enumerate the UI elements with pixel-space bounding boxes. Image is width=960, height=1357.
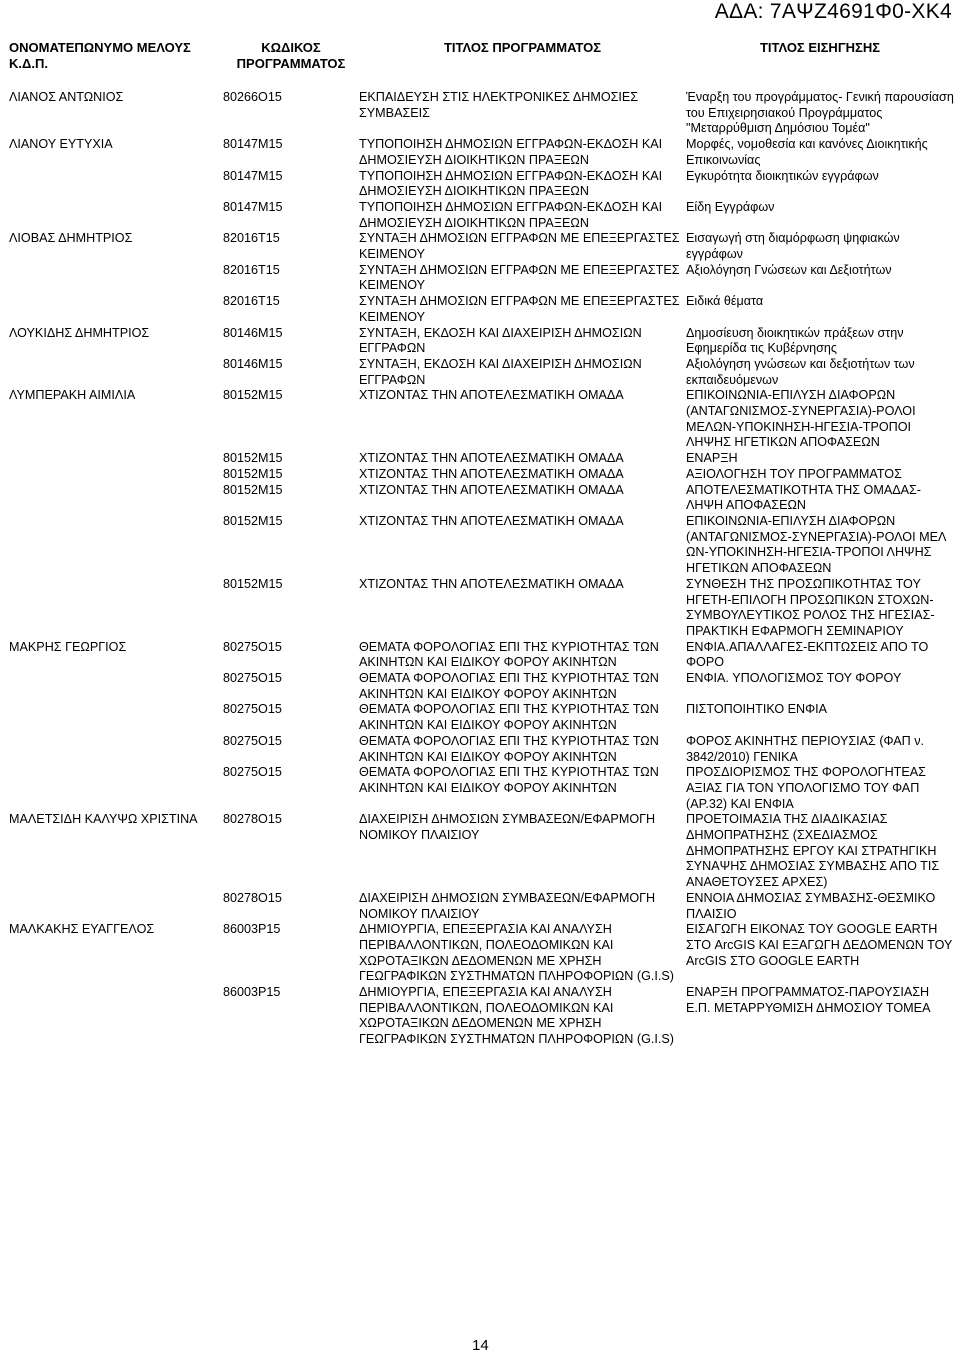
table-row: [9, 577, 954, 640]
lecture-title: ΠΙΣΤΟΠΟΙΗΤΙΚΟ ΕΝΦΙΑ: [686, 702, 828, 717]
program-title: ΕΚΠΑΙΔΕΥΣΗ ΣΤΙΣ ΗΛΕΚΤΡΟΝΙΚΕΣ ΔΗΜΟΣΙΕΣ ΣΥΜΒΑΣΕΙΣ: [359, 90, 639, 120]
header-name: ΟΝΟΜΑΤΕΠΩΝΥΜΟ ΜΕΛΟΥΣ Κ.Δ.Π.: [9, 40, 191, 71]
page-number: 14: [472, 1337, 489, 1354]
member-name: [9, 483, 223, 514]
lecture-title: Δημοσίευση διοικητικών πράξεων στην Εφημερίδα τις Κυβέρνησης: [686, 325, 904, 356]
program-title: ΧΤΙΖΟΝΤΑΣ ΤΗΝ ΑΠΟΤΕΛΕΣΜΑΤΙΚΗ ΟΜΑΔΑ: [359, 388, 624, 403]
member-name: ΜΑΛΕΤΣΙΔΗ ΚΑΛΥΨΩ ΧΡΙΣΤΙΝΑ: [9, 812, 198, 827]
program-code: 80152Μ15: [223, 451, 283, 466]
member-name: ΛΥΜΠΕΡΑΚΗ ΑΙΜΙΛΙΑ: [9, 388, 136, 403]
table-row: [9, 388, 954, 451]
program-code: 80152Μ15: [223, 576, 283, 591]
program-code: 80278Ο15: [223, 890, 282, 905]
lecture-title: ΦΟΡΟΣ ΑΚΙΝΗΤΗΣ ΠΕΡΙΟΥΣΙΑΣ (ΦΑΠ ν. 3842/2010) ΓΕΝΙΚΑ: [686, 733, 925, 764]
member-name: [9, 514, 223, 577]
header-program: ΤΙΤΛΟΣ ΠΡΟΓΡΑΜΜΑΤΟΣ: [443, 40, 602, 55]
table-row: [9, 451, 954, 467]
member-name: [9, 200, 223, 231]
table-row: [9, 812, 954, 891]
lecture-title: ΣΥΝΘΕΣΗ ΤΗΣ ΠΡΟΣΩΠΙΚΟΤΗΤΑΣ ΤΟΥ ΗΓΕΤΗ-ΕΠΙΛΟΓΗ ΠΡΟΣΩΠΙΚΩΝ ΣΤΟΧΩΝ-ΣΥΜΒΟΥΛΕΥΤΙΚΟΣ ΡΟΛΟΣ ΤΗΣ ΗΓΕΣΙΑΣ-ΠΡΑΚΤΙΚΗ ΕΦΑΡΜΟΓΗ ΣΕΜΙΝΑΡΙΟΥ: [686, 576, 935, 638]
program-title: ΘΕΜΑΤΑ ΦΟΡΟΛΟΓΙΑΣ ΕΠΙ ΤΗΣ ΚΥΡΙΟΤΗΤΑΣ ΤΩΝ ΑΚΙΝΗΤΩΝ ΚΑΙ ΕΙΔΙΚΟΥ ΦΟΡΟΥ ΑΚΙΝΗΤΩΝ: [359, 765, 659, 795]
program-title: ΔΙΑΧΕΙΡΙΣΗ ΔΗΜΟΣΙΩΝ ΣΥΜΒΑΣΕΩΝ/ΕΦΑΡΜΟΓΗ ΝΟΜΙΚΟΥ ΠΛΑΙΣΙΟΥ: [359, 890, 656, 921]
program-title: ΤΥΠΟΠΟΙΗΣΗ ΔΗΜΟΣΙΩΝ ΕΓΓΡΑΦΩΝ-ΕΚΔΟΣΗ ΚΑΙ ΔΗΜΟΣΙΕΥΣΗ ΔΙΟΙΚΗΤΙΚΩΝ ΠΡΑΞΕΩΝ: [359, 137, 663, 167]
program-title: ΤΥΠΟΠΟΙΗΣΗ ΔΗΜΟΣΙΩΝ ΕΓΓΡΑΦΩΝ-ΕΚΔΟΣΗ ΚΑΙ ΔΗΜΟΣΙΕΥΣΗ ΔΙΟΙΚΗΤΙΚΩΝ ΠΡΑΞΕΩΝ: [359, 199, 663, 230]
table-row: [9, 483, 954, 514]
member-name: [9, 765, 223, 812]
member-name: ΛΟΥΚΙΔΗΣ ΔΗΜΗΤΡΙΟΣ: [9, 325, 150, 340]
table-row: [9, 922, 954, 985]
member-name: [9, 985, 223, 1048]
table-row: [9, 640, 954, 671]
program-title: ΔΙΑΧΕΙΡΙΣΗ ΔΗΜΟΣΙΩΝ ΣΥΜΒΑΣΕΩΝ/ΕΦΑΡΜΟΓΗ ΝΟΜΙΚΟΥ ΠΛΑΙΣΙΟΥ: [359, 812, 656, 843]
lecture-title: ΠΡΟΣΔΙΟΡΙΣΜΟΣ ΤΗΣ ΦΟΡΟΛΟΓΗΤΕΑΣ ΑΞΙΑΣ ΓΙΑ ΤΟΝ ΥΠΟΛΟΓΙΣΜΟ ΤΟΥ ΦΑΠ (ΑΡ.32) ΚΑΙ ΕΝΦΙΑ: [686, 765, 926, 811]
program-code: 80152Μ15: [223, 388, 283, 403]
program-code: 80152Μ15: [223, 466, 283, 481]
program-code: 80147Μ15: [223, 137, 283, 152]
ada-stamp: ΑΔΑ: 7ΑΨΖ4691Φ0-ΧΚ4: [714, 0, 952, 23]
lecture-title: ΕΝΝΟΙΑ ΔΗΜΟΣΙΑΣ ΣΥΜΒΑΣΗΣ-ΘΕΣΜΙΚΟ ΠΛΑΙΣΙΟ: [686, 890, 936, 921]
table-row: [9, 200, 954, 231]
lecture-title: ΕΝΦΙΑ.ΑΠΑΛΛΑΓΕΣ-ΕΚΠΤΩΣΕΙΣ ΑΠΟ ΤΟ ΦΟΡΟ: [686, 639, 929, 670]
program-title: ΣΥΝΤΑΞΗ, ΕΚΔΟΣΗ ΚΑΙ ΔΙΑΧΕΙΡΙΣΗ ΔΗΜΟΣΙΩΝ ΕΓΓΡΑΦΩΝ: [359, 325, 642, 356]
table-row: [9, 294, 954, 325]
program-code: 82016Τ15: [223, 294, 280, 309]
lecture-title: Αξιολόγηση Γνώσεων και Δεξιοτήτων: [686, 262, 892, 277]
program-title: ΣΥΝΤΑΞΗ ΔΗΜΟΣΙΩΝ ΕΓΓΡΑΦΩΝ ΜΕ ΕΠΕΞΕΡΓΑΣΤΕΣ ΚΕΙΜΕΝΟΥ: [359, 294, 680, 324]
program-code: 80147Μ15: [223, 199, 283, 214]
table-row: [9, 467, 954, 483]
table-header-row: [9, 40, 954, 90]
lecture-title: Έναρξη του προγράμματος- Γενική παρουσίαση του Επιχειρησιακού Προγράμματος "Μεταρρύθμιση Δημόσιου Τομέα": [686, 90, 954, 136]
lecture-title: ΕΝΑΡΞΗ ΠΡΟΓΡΑΜΜΑΤΟΣ-ΠΑΡΟΥΣΙΑΣΗ Ε.Π. ΜΕΤΑΡΡΥΘΜΙΣΗ ΔΗΜΟΣΙΟΥ ΤΟΜΕΑ: [686, 985, 931, 1015]
member-name: [9, 451, 223, 467]
member-name: [9, 169, 223, 200]
table-body: [9, 90, 954, 1048]
lecture-title: Είδη Εγγράφων: [686, 199, 775, 214]
member-name: [9, 671, 223, 702]
table-row: [9, 702, 954, 733]
program-title: ΧΤΙΖΟΝΤΑΣ ΤΗΝ ΑΠΟΤΕΛΕΣΜΑΤΙΚΗ ΟΜΑΔΑ: [359, 482, 624, 497]
program-title: ΧΤΙΖΟΝΤΑΣ ΤΗΝ ΑΠΟΤΕΛΕΣΜΑΤΙΚΗ ΟΜΑΔΑ: [359, 513, 624, 528]
member-name: [9, 263, 223, 294]
program-code: 80275Ο15: [223, 702, 282, 717]
member-name: ΛΙΑΝΟΥ ΕΥΤΥΧΙΑ: [9, 137, 113, 152]
program-title: ΔΗΜΙΟΥΡΓΙΑ, ΕΠΕΞΕΡΓΑΣΙΑ ΚΑΙ ΑΝΑΛΥΣΗ ΠΕΡΙΒΑΛΛΟΝΤΙΚΩΝ, ΠΟΛΕΟΔΟΜΙΚΩΝ ΚΑΙ ΧΩΡΟΤΑΞΙΚΩΝ ΔΕΔΟΜΕΝΩΝ ΜΕ ΧΡΗΣΗ ΓΕΩΓΡΑΦΙΚΩΝ ΣΥΣΤΗΜΑΤΩΝ ΠΛΗΡΟΦΟΡΙΩΝ (G.I.S): [359, 922, 674, 984]
program-code: 86003Ρ15: [223, 985, 281, 1000]
lecture-title: Εγκυρότητα διοικητικών εγγράφων: [686, 168, 879, 183]
program-code: 80147Μ15: [223, 168, 283, 183]
program-title: ΤΥΠΟΠΟΙΗΣΗ ΔΗΜΟΣΙΩΝ ΕΓΓΡΑΦΩΝ-ΕΚΔΟΣΗ ΚΑΙ ΔΗΜΟΣΙΕΥΣΗ ΔΙΟΙΚΗΤΙΚΩΝ ΠΡΑΞΕΩΝ: [359, 168, 663, 199]
member-name: [9, 467, 223, 483]
table-row: [9, 231, 954, 262]
member-name: [9, 357, 223, 388]
program-title: ΘΕΜΑΤΑ ΦΟΡΟΛΟΓΙΑΣ ΕΠΙ ΤΗΣ ΚΥΡΙΟΤΗΤΑΣ ΤΩΝ ΑΚΙΝΗΤΩΝ ΚΑΙ ΕΙΔΙΚΟΥ ΦΟΡΟΥ ΑΚΙΝΗΤΩΝ: [359, 671, 659, 701]
table-row: [9, 514, 954, 577]
program-code: 80275Ο15: [223, 639, 282, 654]
member-name: [9, 702, 223, 733]
program-code: 80152Μ15: [223, 513, 283, 528]
program-code: 80146Μ15: [223, 325, 283, 340]
program-title: ΧΤΙΖΟΝΤΑΣ ΤΗΝ ΑΠΟΤΕΛΕΣΜΑΤΙΚΗ ΟΜΑΔΑ: [359, 576, 624, 591]
program-title: ΧΤΙΖΟΝΤΑΣ ΤΗΝ ΑΠΟΤΕΛΕΣΜΑΤΙΚΗ ΟΜΑΔΑ: [359, 466, 624, 481]
lecture-title: Αξιολόγηση γνώσεων και δεξιοτήτων των εκπαιδευόμενων: [686, 356, 915, 387]
program-code: 82016Τ15: [223, 262, 280, 277]
program-code: 80146Μ15: [223, 356, 283, 371]
table-row: [9, 357, 954, 388]
member-name: ΜΑΛΚΑΚΗΣ ΕΥΑΓΓΕΛΟΣ: [9, 922, 155, 937]
table-row: [9, 891, 954, 922]
lecture-title: Ειδικά θέματα: [686, 294, 764, 309]
program-code: 80275Ο15: [223, 671, 282, 686]
program-code: 82016Τ15: [223, 231, 280, 246]
table-row: [9, 765, 954, 812]
lecture-title: ΕΝΑΡΞΗ: [686, 451, 738, 466]
table-row: [9, 671, 954, 702]
program-code: 80152Μ15: [223, 482, 283, 497]
program-code: 80275Ο15: [223, 765, 282, 780]
lecture-title: ΕΠΙΚΟΙΝΩΝΙΑ-ΕΠΙΛΥΣΗ ΔΙΑΦΟΡΩΝ (ΑΝΤΑΓΩΝΙΣΜΟΣ-ΣΥΝΕΡΓΑΣΙΑ)-ΡΟΛΟΙ ΜΕΛΩΝ-ΥΠΟΚΙΝΗΣΗ-ΗΓΕΣΙΑ-ΤΡΟΠΟΙ ΛΗΨΗΣ ΗΓΕΤΙΚΩΝ ΑΠΟΦΑΣΕΩΝ: [686, 388, 916, 450]
program-title: ΧΤΙΖΟΝΤΑΣ ΤΗΝ ΑΠΟΤΕΛΕΣΜΑΤΙΚΗ ΟΜΑΔΑ: [359, 451, 624, 466]
member-name: [9, 577, 223, 640]
program-code: 86003Ρ15: [223, 922, 281, 937]
program-title: ΣΥΝΤΑΞΗ, ΕΚΔΟΣΗ ΚΑΙ ΔΙΑΧΕΙΡΙΣΗ ΔΗΜΟΣΙΩΝ ΕΓΓΡΑΦΩΝ: [359, 356, 642, 387]
table-row: [9, 734, 954, 765]
table-row: [9, 90, 954, 137]
member-name: [9, 734, 223, 765]
member-name: ΛΙΑΝΟΣ ΑΝΤΩΝΙΟΣ: [9, 90, 124, 104]
lecture-title: ΕΠΙΚΟΙΝΩΝΙΑ-ΕΠΙΛΥΣΗ ΔΙΑΦΟΡΩΝ (ΑΝΤΑΓΩΝΙΣΜΟΣ-ΣΥΝΕΡΓΑΣΙΑ)-ΡΟΛΟΙ ΜΕΛ ΩΝ-ΥΠΟΚΙΝΗΣΗ-ΗΓΕΣΙΑ-ΤΡΟΠΟΙ ΛΗΨΗΣ ΗΓΕΤΙΚΩΝ ΑΠΟΦΑΣΕΩΝ: [686, 513, 946, 576]
member-name: [9, 891, 223, 922]
lecture-title: ΑΠΟΤΕΛΕΣΜΑΤΙΚΟΤΗΤΑ ΤΗΣ ΟΜΑΔΑΣ-ΛΗΨΗ ΑΠΟΦΑΣΕΩΝ: [686, 482, 922, 513]
member-name: ΛΙΟΒΑΣ ΔΗΜΗΤΡΙΟΣ: [9, 231, 133, 246]
program-code: 80278Ο15: [223, 812, 282, 827]
lecture-title: ΕΝΦΙΑ. ΥΠΟΛΟΓΙΣΜΟΣ ΤΟΥ ΦΟΡΟΥ: [686, 671, 902, 686]
lecture-title: Εισαγωγή στη διαμόρφωση ψηφιακών εγγράφων: [686, 231, 900, 262]
table-row: [9, 326, 954, 357]
seminar-table: [9, 40, 954, 1048]
lecture-title: Μορφές, νομοθεσία και κανόνες Διοικητικής Επικοινωνίας: [686, 137, 928, 167]
table-row: [9, 137, 954, 168]
lecture-title: ΕΙΣΑΓΩΓΗ ΕΙΚΟΝΑΣ ΤΟΥ GOOGLE EARTH ΣΤΟ ArcGIS ΚΑΙ ΕΞΑΓΩΓΗ ΔΕΔΟΜΕΝΩΝ ΤΟΥ ArcGIS ΣΤΟ GOOGLE EARTH: [686, 922, 953, 968]
header-code: ΚΩΔΙΚΟΣ ΠΡΟΓΡΑΜΜΑΤΟΣ: [236, 40, 346, 71]
table-row: [9, 169, 954, 200]
program-title: ΘΕΜΑΤΑ ΦΟΡΟΛΟΓΙΑΣ ΕΠΙ ΤΗΣ ΚΥΡΙΟΤΗΤΑΣ ΤΩΝ ΑΚΙΝΗΤΩΝ ΚΑΙ ΕΙΔΙΚΟΥ ΦΟΡΟΥ ΑΚΙΝΗΤΩΝ: [359, 639, 659, 670]
member-name: ΜΑΚΡΗΣ ΓΕΩΡΓΙΟΣ: [9, 639, 127, 654]
program-title: ΔΗΜΙΟΥΡΓΙΑ, ΕΠΕΞΕΡΓΑΣΙΑ ΚΑΙ ΑΝΑΛΥΣΗ ΠΕΡΙΒΑΛΛΟΝΤΙΚΩΝ, ΠΟΛΕΟΔΟΜΙΚΩΝ ΚΑΙ ΧΩΡΟΤΑΞΙΚΩΝ ΔΕΔΟΜΕΝΩΝ ΜΕ ΧΡΗΣΗ ΓΕΩΓΡΑΦΙΚΩΝ ΣΥΣΤΗΜΑΤΩΝ ΠΛΗΡΟΦΟΡΙΩΝ (G.I.S): [359, 985, 674, 1047]
member-name: [9, 294, 223, 325]
header-lecture: ΤΙΤΛΟΣ ΕΙΣΗΓΗΣΗΣ: [759, 40, 881, 55]
table-row: [9, 985, 954, 1048]
lecture-title: ΠΡΟΕΤΟΙΜΑΣΙΑ ΤΗΣ ΔΙΑΔΙΚΑΣΙΑΣ ΔΗΜΟΠΡΑΤΗΣΗΣ (ΣΧΕΔΙΑΣΜΟΣ ΔΗΜΟΠΡΑΤΗΣΗΣ ΕΡΓΟΥ ΚΑΙ ΣΤΡΑΤΗΓΙΚΗ ΣΥΝΑΨΗΣ ΔΗΜΟΣΙΑΣ ΣΥΜΒΑΣΗΣ ΑΠΟ ΤΙΣ ΑΝΑΘΕΤΟΥΣΕΣ ΑΡΧΕΣ): [686, 812, 940, 890]
program-code: 80275Ο15: [223, 733, 282, 748]
table-row: [9, 263, 954, 294]
program-code: 80266Ο15: [223, 90, 282, 104]
lecture-title: ΑΞΙΟΛΟΓΗΣΗ ΤΟΥ ΠΡΟΓΡΑΜΜΑΤΟΣ: [686, 466, 902, 481]
program-title: ΣΥΝΤΑΞΗ ΔΗΜΟΣΙΩΝ ΕΓΓΡΑΦΩΝ ΜΕ ΕΠΕΞΕΡΓΑΣΤΕΣ ΚΕΙΜΕΝΟΥ: [359, 262, 680, 293]
program-title: ΣΥΝΤΑΞΗ ΔΗΜΟΣΙΩΝ ΕΓΓΡΑΦΩΝ ΜΕ ΕΠΕΞΕΡΓΑΣΤΕΣ ΚΕΙΜΕΝΟΥ: [359, 231, 680, 262]
program-title: ΘΕΜΑΤΑ ΦΟΡΟΛΟΓΙΑΣ ΕΠΙ ΤΗΣ ΚΥΡΙΟΤΗΤΑΣ ΤΩΝ ΑΚΙΝΗΤΩΝ ΚΑΙ ΕΙΔΙΚΟΥ ΦΟΡΟΥ ΑΚΙΝΗΤΩΝ: [359, 702, 659, 733]
program-title: ΘΕΜΑΤΑ ΦΟΡΟΛΟΓΙΑΣ ΕΠΙ ΤΗΣ ΚΥΡΙΟΤΗΤΑΣ ΤΩΝ ΑΚΙΝΗΤΩΝ ΚΑΙ ΕΙΔΙΚΟΥ ΦΟΡΟΥ ΑΚΙΝΗΤΩΝ: [359, 733, 659, 764]
